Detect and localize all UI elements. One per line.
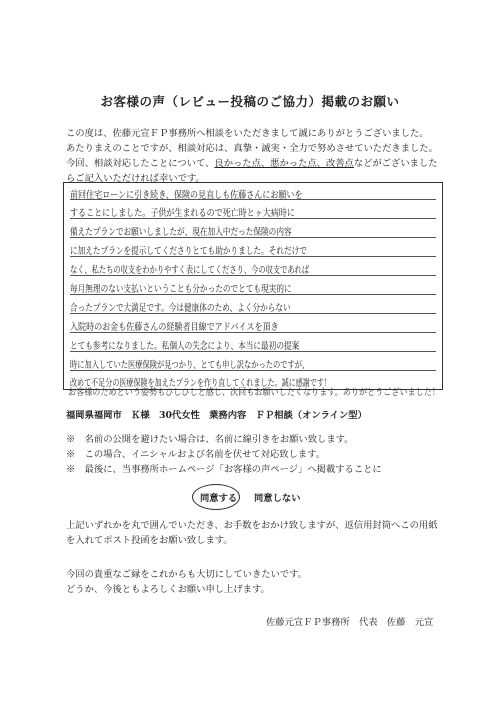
ruled-line bbox=[70, 332, 436, 333]
ruled-line bbox=[70, 237, 436, 238]
note-item: ※ 最後に、当事務所ホームページ「お客様の声ページ」へ掲載することに bbox=[66, 464, 382, 475]
closing-message bbox=[66, 567, 466, 597]
ruled-line bbox=[70, 199, 436, 200]
instruction-line: 上記いずれかを丸で囲んでいただき、お手数をおかけ致しますが、返信用封筒へこの用紙 bbox=[66, 520, 438, 531]
customer-info: 福岡県福岡市 Ｋ様 30代女性 業務内容 ＦＰ相談（オンライン型） bbox=[66, 410, 367, 421]
ruled-line bbox=[70, 351, 436, 352]
underlined-points: 良かった点、悪かった点、改善点 bbox=[214, 158, 354, 169]
closing-line: どうか、今後ともよろしくお願い申し上げます。 bbox=[66, 584, 270, 595]
handwritten-extra-line: お客様のためという姿勢もひしひしと感じ、次回もお願いしたくなります。ありがとうございました！ bbox=[68, 388, 440, 398]
handwritten-line: 前回住宅ローンに引き続き、保険の見直しも佐藤さんにお願いを bbox=[70, 190, 303, 201]
handwritten-line: なく、私たちの収支をわかりやすく表にしてくださり、今の収支であれば bbox=[70, 265, 310, 276]
note-item: ※ 名前の公開を避けたい場合は、名前に線引きをお願い致します。 bbox=[66, 434, 354, 445]
intro-line bbox=[66, 156, 466, 171]
ruled-line bbox=[70, 294, 436, 295]
handwritten-line: 毎月無理のない支払いということも分かったのでとても現実的に bbox=[70, 284, 292, 295]
closing-line: 今回の貴重なご縁をこれからも大切にしていきたいです。 bbox=[66, 569, 307, 580]
handwritten-line: 入院時のお金も佐藤さんの経験者目線でアドバイスを頂き bbox=[70, 322, 279, 333]
instruction-line: を入れてポスト投函をお願い致します。 bbox=[66, 535, 233, 546]
handwritten-review-box bbox=[63, 182, 443, 390]
intro-line-pre: 今回、相談対応したことについて、 bbox=[66, 158, 215, 169]
handwritten-line: 改めて不足分の医療保険を加えたプランを作り直してくれました。誠に感謝です！ bbox=[70, 378, 331, 389]
intro-line: らご記入いただければ幸いです。 bbox=[66, 173, 205, 184]
agree-option[interactable]: 同意する bbox=[200, 493, 238, 504]
page-title: お客様の声（レビュー投稿のご協力）掲載のお願い bbox=[100, 94, 400, 109]
handwritten-line: 備えたプランでお願いしましたが、現在加入中だった保険の内容 bbox=[70, 227, 292, 238]
handwritten-line: に加えたプランを提示してくださりとても助かりました。それだけで bbox=[70, 246, 307, 257]
intro-line-post: などがございました bbox=[353, 158, 438, 169]
handwritten-line: 合ったプランで大満足です。今は健康体のため、よく分からない bbox=[70, 303, 291, 314]
ruled-line bbox=[70, 275, 436, 276]
ruled-line bbox=[70, 370, 436, 371]
ruled-line bbox=[70, 313, 436, 314]
disagree-option[interactable]: 同意しない bbox=[254, 493, 301, 504]
note-item: ※ この場合、イニシャルおよび名前を伏せて対応致します。 bbox=[66, 449, 326, 460]
handwritten-line: とても参考になりました。私個人の失念により、本当に最初の提案 bbox=[70, 341, 300, 352]
handwritten-line: することにしました。子供が生まれるので死亡時とヶ大病時に bbox=[70, 208, 295, 219]
return-instructions bbox=[66, 518, 466, 548]
intro-line: あたりまえのことですが、相談対応は、真摯・誠実・全力で努めさせていただきました。 bbox=[66, 143, 438, 154]
notes-list bbox=[66, 432, 466, 477]
intro-text bbox=[66, 126, 466, 186]
ruled-line bbox=[70, 218, 436, 219]
intro-line: この度は、佐藤元宣ＦＰ事務所へ相談をいただきまして誠にありがとうございました。 bbox=[66, 128, 429, 139]
signature: 佐藤元宣ＦＰ事務所 代表 佐藤 元宣 bbox=[266, 617, 434, 628]
handwritten-line: 時に加入していた医療保険が見つかり、とても申し訳なかったのですが、 bbox=[70, 360, 310, 371]
ruled-line bbox=[70, 256, 436, 257]
